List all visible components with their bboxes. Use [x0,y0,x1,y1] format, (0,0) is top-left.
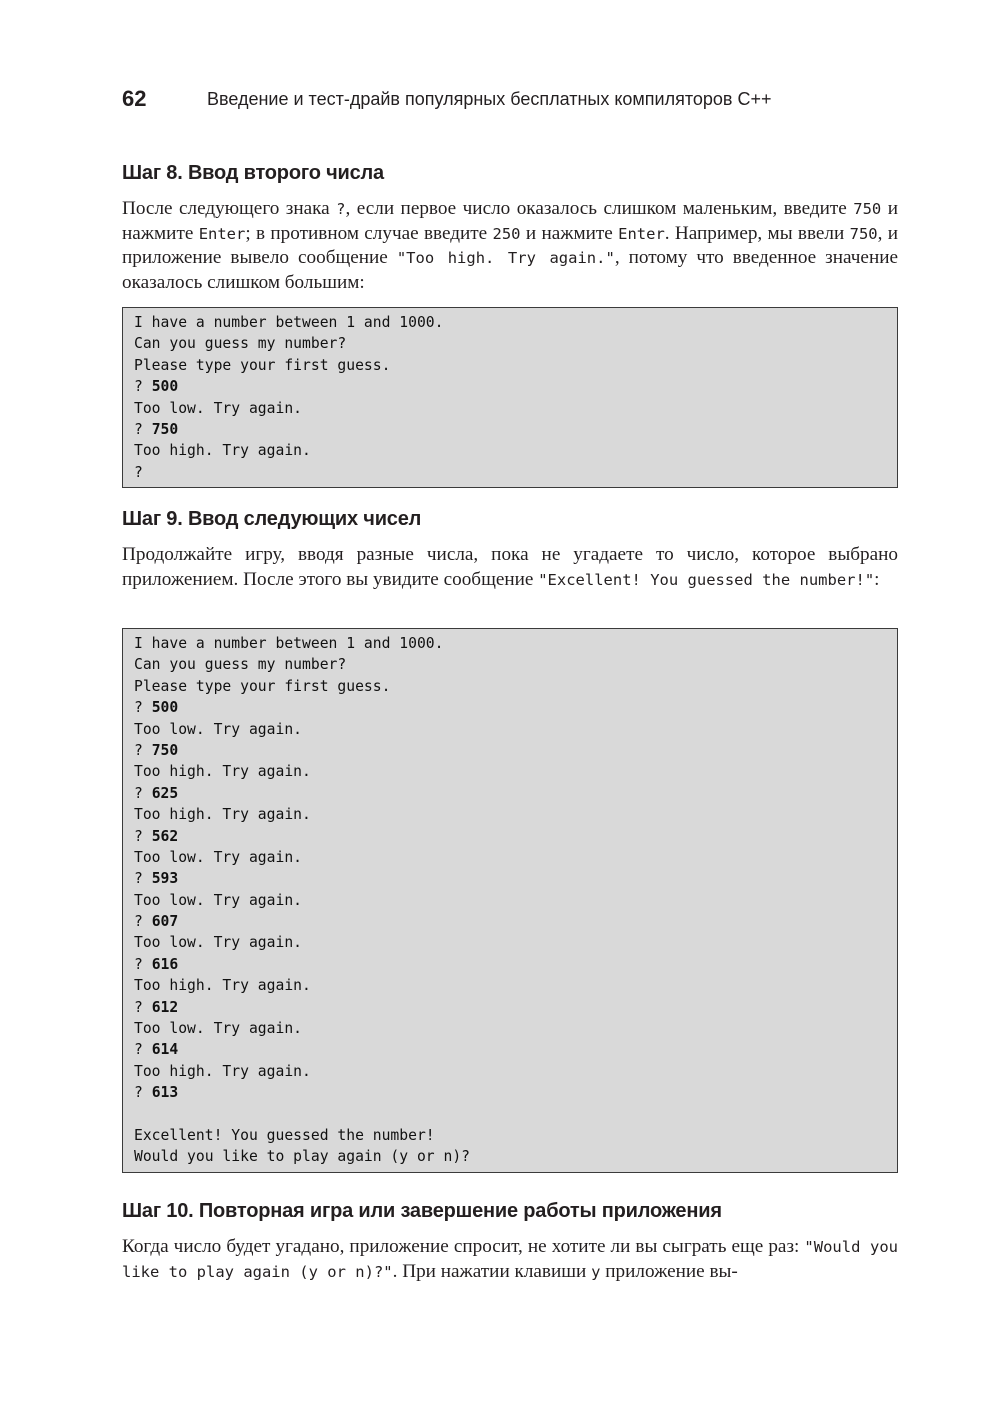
text-run: приложение вы- [600,1260,738,1282]
console-prompt: ? [134,998,152,1016]
console-line: Too low. Try again. [134,934,303,952]
text-run: , и приложение вывело сообщение [122,222,899,269]
console-line [134,697,470,718]
inline-code: y [591,1262,601,1281]
console-line [134,826,470,847]
text-run: Продолжайте игру, вводя разные числа, пока не угадаете то число, которое выбрано приложением. После этого вы увидите сообщение [122,544,898,590]
console-line: Too low. Try again. [134,1020,303,1038]
console-line [134,997,470,1018]
user-input: 500 [151,699,179,717]
user-input: 750 [151,741,179,759]
running-title: Введение и тест-драйв популярных бесплатных компиляторов С++ [207,89,772,109]
inline-code: ? [336,200,346,218]
step9-console-output [122,628,898,1173]
console-prompt: ? [134,378,152,396]
console-prompt: ? [134,741,152,759]
user-input: 612 [151,998,179,1016]
console-prompt: ? [134,699,152,717]
user-input: 750 [151,420,179,438]
console-line: Can you guess my number? [134,656,347,674]
page-header [122,86,898,116]
console-line: Excellent! You guessed the number! [134,1126,435,1144]
step10-heading: Шаг 10. Повторная игра или завершение работы приложения [122,1200,722,1222]
text-run: , потому что введенное значение оказалось слишком большим: [122,247,898,294]
console-line [134,740,470,761]
text-run: и нажмите [520,222,619,244]
console-line: Please type your first guess. [134,356,391,374]
console-lines [134,633,470,1168]
inline-code: 750 [849,224,878,243]
console-lines [134,312,444,483]
user-input: 593 [151,870,179,888]
inline-code: Enter [198,224,246,243]
step9-heading: Шаг 9. Ввод следующих чисел [122,508,422,530]
user-input: 625 [151,784,179,802]
text-run: , если первое число оказалось слишком маленьким, введите [345,198,854,219]
console-line [134,954,470,975]
console-line: Too low. Try again. [134,399,303,417]
inline-code: "Excellent! You guessed the number!" [538,570,875,589]
console-line: Would you like to play again (y or n)? [134,1148,471,1166]
console-line: Too low. Try again. [134,891,303,909]
step8-heading: Шаг 8. Ввод второго числа [122,162,384,184]
console-line: Too high. Try again. [134,442,311,460]
console-line: I have a number between 1 and 1000. [134,635,444,652]
console-line: Please type your first guess. [134,677,391,695]
console-line [134,376,444,397]
console-line: Too low. Try again. [134,720,303,738]
text-run: ; в противном случае введите [245,222,493,244]
console-line: Too high. Try again. [134,806,311,824]
console-prompt: ? [134,784,152,802]
console-prompt: ? [134,870,152,888]
page-number: 62 [122,86,147,111]
inline-code: 250 [492,224,521,243]
console-line [134,1082,470,1103]
console-line: ? [134,463,143,481]
console-line: Too low. Try again. [134,848,303,866]
console-prompt: ? [134,1084,152,1102]
console-line [134,911,470,932]
console-line: Too high. Try again. [134,1062,311,1080]
console-line [134,1039,470,1060]
console-line [134,419,444,440]
console-line: I have a number between 1 and 1000. [134,314,444,331]
step8-paragraph [122,197,898,296]
console-prompt: ? [134,827,152,845]
console-prompt: ? [134,955,152,973]
text-run: . Например, мы ввели [664,222,850,244]
console-line: Too high. Try again. [134,977,311,995]
inline-code: Enter [618,224,665,243]
console-line [134,868,470,889]
inline-code: "Would you like to play again (y or n)?" [122,1238,898,1281]
user-input: 616 [151,955,179,973]
step9-paragraph [122,543,898,592]
console-line [134,783,470,804]
inline-code: "Too high. Try again." [396,249,615,268]
text-run: : [874,568,880,590]
user-input: 562 [151,827,179,845]
console-line: Too high. Try again. [134,763,311,781]
console-line [134,1104,470,1125]
step8-console-output [122,307,898,488]
user-input: 614 [151,1041,179,1059]
user-input: 613 [151,1084,179,1102]
text-run: Когда число будет угадано, приложение спросит, не хотите ли вы сыграть еще раз: [122,1236,805,1257]
inline-code: 750 [853,200,882,218]
text-run: . При нажатии клавиши [392,1260,592,1282]
console-prompt: ? [134,420,152,438]
step10-paragraph [122,1235,898,1284]
text-run: и нажмите [122,198,898,244]
console-line: Can you guess my number? [134,335,347,353]
text-run: После следующего знака [122,198,337,219]
user-input: 607 [151,913,179,931]
console-prompt: ? [134,1041,152,1059]
user-input: 500 [151,378,179,396]
console-prompt: ? [134,913,152,931]
